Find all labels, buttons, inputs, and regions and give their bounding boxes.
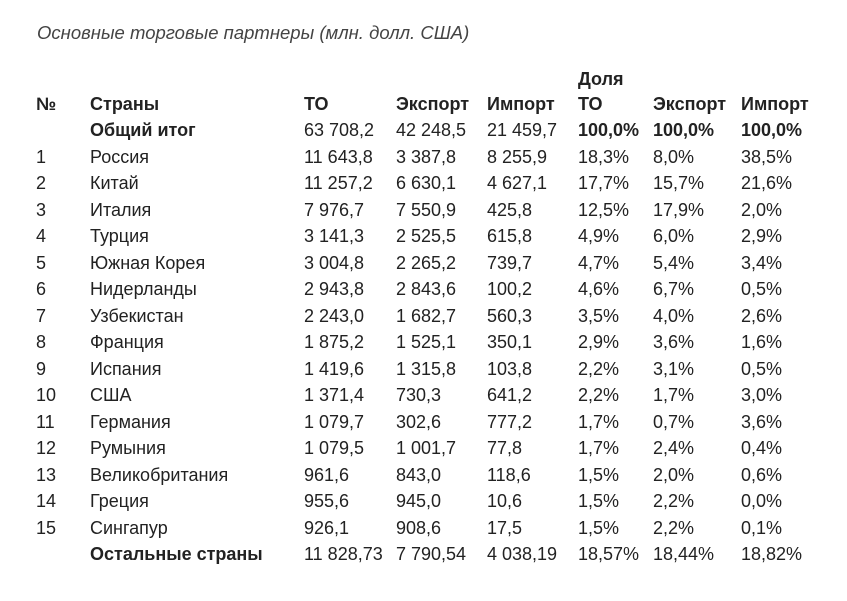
cell-export: 3 387,8 (396, 146, 457, 167)
cell-to: 961,6 (304, 464, 350, 485)
header-share-to (578, 64, 653, 117)
cell-import: 615,8 (487, 226, 533, 246)
cell-share-to: 18,3% (578, 146, 630, 167)
cell-share-to: 1,5% (578, 491, 620, 511)
cell-share-import: 0,5% (741, 358, 783, 379)
cell-share-export: 2,2% (653, 517, 695, 538)
cell-share-import: 0,5% (741, 279, 783, 299)
table-row (36, 515, 833, 542)
cell-num: 2 (36, 173, 47, 193)
cell-share-export: 3,1% (653, 358, 695, 379)
cell-share-to: 2,9% (578, 332, 620, 352)
cell-export: 7 790,54 (396, 544, 467, 564)
cell-share-import: 1,6% (741, 332, 783, 352)
cell-country: США (90, 385, 132, 405)
cell-share-to: 1,7% (578, 411, 620, 432)
cell-share-import: 18,82% (741, 544, 803, 564)
cell-to: 11 643,8 (304, 146, 373, 167)
cell-export: 908,6 (396, 517, 442, 538)
cell-to: 11 257,2 (304, 173, 373, 193)
cell-country: Сингапур (90, 517, 168, 538)
table-row (36, 356, 833, 383)
cell-share-export: 6,0% (653, 226, 695, 246)
cell-num: 12 (36, 438, 57, 458)
cell-share-to: 4,9% (578, 226, 620, 246)
cell-export: 2 843,6 (396, 279, 457, 299)
trade-partners-table (36, 64, 833, 568)
cell-share-export: 15,7% (653, 173, 705, 193)
table-row (36, 488, 833, 515)
cell-country: Турция (90, 226, 149, 246)
cell-to: 1 419,6 (304, 358, 365, 379)
cell-import: 17,5 (487, 517, 523, 538)
cell-share-export: 2,4% (653, 438, 695, 458)
cell-to: 2 943,8 (304, 279, 365, 299)
cell-import: 641,2 (487, 385, 533, 405)
header-share-to-label: Доля ТО (578, 69, 624, 114)
cell-country: Франция (90, 332, 164, 352)
header-export: Экспорт (396, 94, 470, 114)
table-row (36, 462, 833, 489)
cell-share-export: 100,0% (653, 120, 715, 140)
cell-share-export: 8,0% (653, 146, 695, 167)
cell-export: 843,0 (396, 464, 442, 485)
table-row (36, 250, 833, 277)
cell-share-import: 0,0% (741, 491, 783, 511)
cell-to: 1 371,4 (304, 385, 365, 405)
cell-num: 15 (36, 517, 57, 538)
cell-to: 2 243,0 (304, 305, 365, 326)
cell-num: 7 (36, 305, 47, 326)
cell-country: Остальные страны (90, 544, 263, 564)
header-to: ТО (304, 94, 329, 114)
header-import: Импорт (487, 94, 555, 114)
table-row (36, 435, 833, 462)
cell-to: 1 079,5 (304, 438, 365, 458)
cell-share-import: 21,6% (741, 173, 793, 193)
cell-country: Румыния (90, 438, 166, 458)
table-row (36, 303, 833, 330)
cell-share-export: 2,2% (653, 491, 695, 511)
cell-import: 4 038,19 (487, 544, 558, 564)
cell-share-export: 18,44% (653, 544, 715, 564)
cell-export: 2 525,5 (396, 226, 457, 246)
header-country: Страны (90, 94, 160, 114)
cell-num: 10 (36, 385, 57, 405)
cell-share-to: 2,2% (578, 358, 620, 379)
cell-export: 1 682,7 (396, 305, 457, 326)
table-row (36, 170, 833, 197)
cell-import: 777,2 (487, 411, 533, 432)
cell-to: 955,6 (304, 491, 350, 511)
cell-share-import: 2,9% (741, 226, 783, 246)
cell-share-export: 2,0% (653, 464, 695, 485)
table-row (36, 144, 833, 171)
cell-share-to: 1,7% (578, 438, 620, 458)
cell-export: 945,0 (396, 491, 442, 511)
cell-country: Испания (90, 358, 162, 379)
cell-import: 77,8 (487, 438, 523, 458)
cell-to: 63 708,2 (304, 120, 375, 140)
cell-import: 21 459,7 (487, 120, 558, 140)
cell-country: Южная Корея (90, 252, 206, 273)
cell-num: 3 (36, 199, 47, 220)
cell-share-import: 3,6% (741, 411, 783, 432)
cell-share-export: 1,7% (653, 385, 695, 405)
cell-share-import: 2,6% (741, 305, 783, 326)
header-share-export: Экспорт (653, 94, 727, 114)
table-row (36, 329, 833, 356)
cell-export: 730,3 (396, 385, 442, 405)
cell-share-import: 2,0% (741, 199, 783, 220)
cell-import: 4 627,1 (487, 173, 548, 193)
cell-country: Великобритания (90, 464, 229, 485)
cell-to: 926,1 (304, 517, 350, 538)
cell-share-export: 0,7% (653, 411, 695, 432)
cell-num: 5 (36, 252, 47, 273)
cell-import: 425,8 (487, 199, 533, 220)
cell-share-import: 3,4% (741, 252, 783, 273)
table-row (36, 223, 833, 250)
cell-import: 8 255,9 (487, 146, 548, 167)
cell-to: 7 976,7 (304, 199, 365, 220)
rest-row (36, 541, 833, 568)
cell-to: 1 875,2 (304, 332, 365, 352)
cell-import: 560,3 (487, 305, 533, 326)
cell-export: 1 001,7 (396, 438, 457, 458)
cell-share-export: 4,0% (653, 305, 695, 326)
cell-share-to: 12,5% (578, 199, 630, 220)
cell-share-to: 3,5% (578, 305, 620, 326)
cell-share-to: 1,5% (578, 517, 620, 538)
cell-share-to: 4,6% (578, 279, 620, 299)
cell-export: 2 265,2 (396, 252, 457, 273)
cell-to: 3 004,8 (304, 252, 365, 273)
cell-num: 9 (36, 358, 47, 379)
cell-num: 14 (36, 491, 57, 511)
cell-share-to: 1,5% (578, 464, 620, 485)
cell-share-import: 3,0% (741, 385, 783, 405)
header-share-import: Импорт (741, 94, 809, 114)
cell-share-import: 100,0% (741, 120, 803, 140)
header-row (36, 64, 833, 117)
cell-import: 118,6 (487, 464, 531, 485)
cell-num: 4 (36, 226, 47, 246)
cell-export: 6 630,1 (396, 173, 457, 193)
cell-share-import: 0,4% (741, 438, 783, 458)
cell-num: 13 (36, 464, 57, 485)
cell-share-export: 6,7% (653, 279, 695, 299)
cell-share-import: 38,5% (741, 146, 793, 167)
cell-share-import: 0,6% (741, 464, 783, 485)
cell-export: 7 550,9 (396, 199, 457, 220)
cell-import: 739,7 (487, 252, 533, 273)
cell-share-export: 17,9% (653, 199, 705, 220)
total-row (36, 117, 833, 144)
cell-export: 1 525,1 (396, 332, 457, 352)
cell-share-to: 18,57% (578, 544, 640, 564)
cell-country: Нидерланды (90, 279, 197, 299)
cell-num: 11 (36, 411, 55, 432)
cell-country: Китай (90, 173, 139, 193)
table-row (36, 409, 833, 436)
cell-num: 1 (36, 146, 47, 167)
cell-to: 1 079,7 (304, 411, 365, 432)
cell-export: 1 315,8 (396, 358, 457, 379)
cell-to: 3 141,3 (304, 226, 365, 246)
cell-export: 302,6 (396, 411, 442, 432)
cell-num (36, 541, 90, 568)
cell-import: 10,6 (487, 491, 523, 511)
table-row (36, 197, 833, 224)
table-title: Основные торговые партнеры (млн. долл. США) (37, 22, 470, 43)
cell-country: Общий итог (90, 120, 196, 140)
cell-share-export: 3,6% (653, 332, 695, 352)
cell-import: 350,1 (487, 332, 533, 352)
cell-num: 8 (36, 332, 47, 352)
cell-share-to: 4,7% (578, 252, 620, 273)
cell-country: Греция (90, 491, 149, 511)
cell-num: 6 (36, 279, 47, 299)
cell-num (36, 117, 90, 144)
cell-import: 100,2 (487, 279, 533, 299)
cell-country: Россия (90, 146, 150, 167)
cell-country: Германия (90, 411, 171, 432)
cell-share-import: 0,1% (741, 517, 783, 538)
cell-import: 103,8 (487, 358, 533, 379)
cell-share-to: 2,2% (578, 385, 620, 405)
cell-share-to: 100,0% (578, 120, 640, 140)
cell-to: 11 828,73 (304, 544, 383, 564)
cell-share-export: 5,4% (653, 252, 695, 273)
cell-export: 42 248,5 (396, 120, 467, 140)
cell-share-to: 17,7% (578, 173, 630, 193)
cell-country: Узбекистан (90, 305, 184, 326)
table-row (36, 276, 833, 303)
cell-country: Италия (90, 199, 152, 220)
table-row (36, 382, 833, 409)
header-num: № (36, 94, 57, 114)
